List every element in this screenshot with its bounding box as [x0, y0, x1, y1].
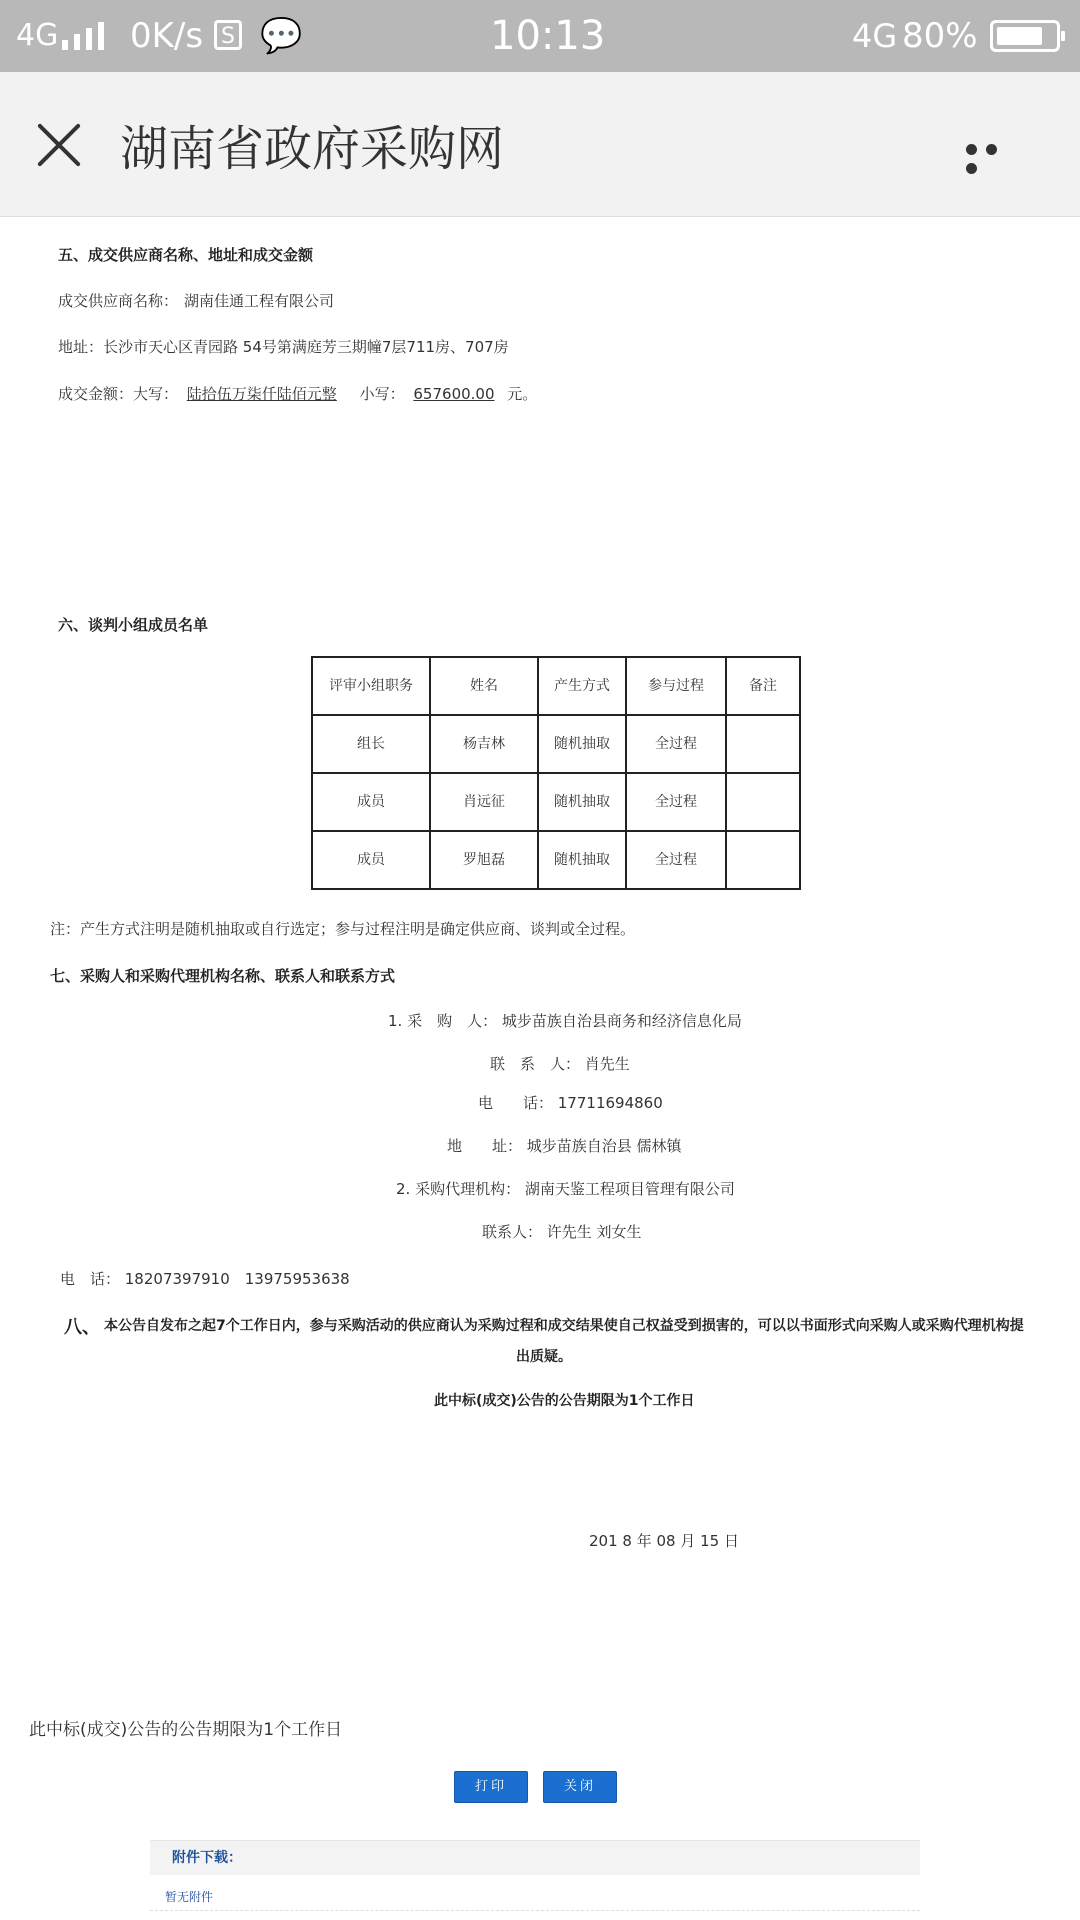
table-cell: 全过程 [626, 773, 726, 831]
table-cell: 全过程 [626, 831, 726, 889]
table-row [312, 773, 800, 831]
table-cell: 罗旭磊 [430, 831, 538, 889]
attachment-empty: 暂无附件 [165, 1890, 214, 1904]
network-indicator: 4G [16, 18, 59, 53]
table-cell [726, 715, 800, 773]
nav-bar [0, 72, 1080, 217]
table-cell [726, 773, 800, 831]
table-header-cell: 参与过程 [626, 657, 726, 715]
table-row [312, 831, 800, 889]
announcement-date: 201 8 年 08 月 15 日 [589, 1532, 739, 1550]
announcement-period: 此中标(成交)公告的公告期限为1个工作日 [434, 1393, 695, 1409]
amount-unit: 元。 [507, 385, 538, 403]
supplier-label: 成交供应商名称： [58, 292, 179, 310]
page-title: 湖南省政府采购网 [120, 121, 505, 177]
more-menu-icon[interactable] [966, 140, 1022, 152]
battery-icon [990, 20, 1060, 52]
table-row [312, 715, 800, 773]
table-cell: 组长 [312, 715, 430, 773]
supplier-line [58, 290, 334, 311]
supplier-name: 湖南佳通工程有限公司 [184, 292, 335, 310]
agency-line: 2. 采购代理机构： 湖南天鉴工程项目管理有限公司 [396, 1180, 735, 1198]
section5-heading: 五、成交供应商名称、地址和成交金额 [58, 246, 314, 264]
s-app-icon: S [214, 20, 242, 50]
attachment-heading: 附件下载： [172, 1850, 242, 1866]
network-speed: 0K/s [130, 16, 204, 56]
purchaser-address: 地 址： 城步苗族自治县 儒林镇 [447, 1137, 682, 1155]
print-button[interactable]: 打印 [454, 1771, 528, 1803]
table-cell: 杨吉林 [430, 715, 538, 773]
section8-prefix: 八、 [64, 1317, 100, 1338]
table-cell: 随机抽取 [538, 773, 626, 831]
table-header-cell: 产生方式 [538, 657, 626, 715]
purchaser-line: 1. 采 购 人： 城步苗族自治县商务和经济信息化局 [388, 1012, 742, 1030]
agency-phone: 电 话： 18207397910 13975953638 [60, 1270, 350, 1288]
attachment-header [150, 1840, 920, 1875]
table-cell [726, 831, 800, 889]
table-cell: 肖远征 [430, 773, 538, 831]
panel-members-table [311, 656, 801, 890]
table-cell: 随机抽取 [538, 831, 626, 889]
clock: 10:13 [490, 13, 606, 59]
table-cell: 成员 [312, 831, 430, 889]
amount-words: 陆拾伍万柒仟陆佰元整 [186, 385, 337, 403]
table-header-cell: 评审小组职务 [312, 657, 430, 715]
table-cell: 随机抽取 [538, 715, 626, 773]
table-header-cell: 姓名 [430, 657, 538, 715]
announcement-period-plain: 此中标(成交)公告的公告期限为1个工作日 [29, 1720, 343, 1740]
divider [150, 1910, 920, 1911]
amount-label: 成交金额：大写： [58, 385, 179, 403]
table-note: 注：产生方式注明是随机抽取或自行选定；参与过程注明是确定供应商、谈判或全过程。 [50, 920, 636, 938]
battery-level [997, 27, 1042, 45]
table-cell: 全过程 [626, 715, 726, 773]
network-indicator-2: 4G [852, 17, 898, 55]
supplier-address: 地址：长沙市天心区青园路 54号第满庭芳三期幢7层711房、707房 [58, 338, 509, 356]
section7-heading: 七、采购人和采购代理机构名称、联系人和联系方式 [50, 967, 396, 985]
table-cell: 成员 [312, 773, 430, 831]
amount-number: 657600.00 [413, 385, 495, 403]
close-icon[interactable] [34, 120, 84, 170]
section8-text-line1: 本公告自发布之起7个工作日内，参与采购活动的供应商认为采购过程和成交结果使自己权益受到损害的，可以以书面形式向采购人或采购代理机构提 [104, 1318, 1024, 1334]
signal-icon [62, 22, 110, 52]
battery-percent: 80% [902, 16, 978, 56]
amount-small-label: 小写： [359, 385, 405, 403]
purchaser-phone: 电 话： 17711694860 [478, 1094, 663, 1112]
agency-contact: 联系人： 许先生 刘女生 [482, 1223, 642, 1241]
purchaser-contact: 联 系 人： 肖先生 [490, 1055, 630, 1073]
section6-heading: 六、谈判小组成员名单 [58, 616, 209, 634]
table-header-row [312, 657, 800, 715]
table-header-cell: 备注 [726, 657, 800, 715]
amount-line [58, 383, 537, 404]
close-button[interactable]: 关闭 [543, 1771, 617, 1803]
status-bar [0, 0, 1080, 72]
wechat-icon: 💬 [260, 16, 303, 56]
section8-text-line2: 出质疑。 [516, 1349, 572, 1365]
